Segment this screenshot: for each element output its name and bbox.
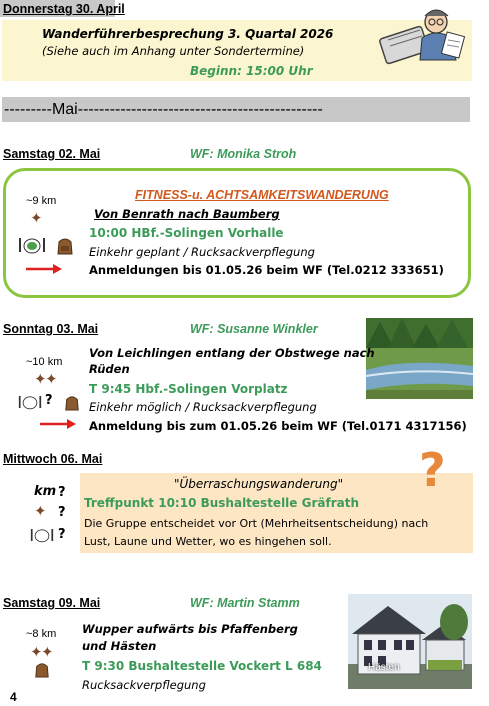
arrow-icon xyxy=(40,419,76,429)
title-sat02: FITNESS-u. ACHTSAMKEITSWANDERUNG xyxy=(135,188,389,202)
wf-sat09: WF: Martin Stamm xyxy=(190,596,300,610)
village-photo xyxy=(348,594,472,689)
big-question-icon: ? xyxy=(419,443,446,497)
backpack-icon xyxy=(34,661,50,679)
route-sat09-line1: Wupper aufwärts bis Pfaffenberg xyxy=(82,622,298,636)
star-icon: ✦ xyxy=(30,209,43,227)
food-sun03: Einkehr möglich / Rucksackverpflegung xyxy=(89,400,317,414)
wf-sun03: WF: Susanne Winkler xyxy=(190,322,318,336)
star-icon: ✦ xyxy=(34,370,47,388)
date-sun03: Sonntag 03. Mai xyxy=(3,322,99,336)
village-photo-label: Hästen xyxy=(368,662,400,673)
date-donnerstag: Donnerstag 30. April xyxy=(3,2,125,16)
question-icon: ? xyxy=(45,393,53,408)
plate-icon xyxy=(30,527,54,543)
date-sat09: Samstag 09. Mai xyxy=(3,596,101,610)
month-label: ---------Mai---------------------------------------------- xyxy=(4,101,323,118)
star-icon: ✦ xyxy=(30,643,43,661)
distance-sun03: ~10 km xyxy=(26,356,63,368)
distance-wed06: km xyxy=(34,484,57,499)
clipboard-man-icon xyxy=(376,4,471,66)
landscape-photo xyxy=(366,318,473,399)
distance-sat02: ~9 km xyxy=(26,195,57,207)
desc-wed06-line1: Die Gruppe entscheidet vor Ort (Mehrheitsentscheidung) nach xyxy=(84,517,429,530)
question-icon: ? xyxy=(58,485,66,500)
star-icon: ✦ xyxy=(41,643,54,661)
meet-wed06: Treffpunkt 10:10 Bushaltestelle Gräfrath xyxy=(84,496,359,510)
food-sat09: Rucksackverpflegung xyxy=(82,678,206,692)
question-icon: ? xyxy=(58,527,66,542)
star-icon: ✦ xyxy=(34,502,47,520)
distance-sat09: ~8 km xyxy=(26,628,57,640)
food-sat02: Einkehr geplant / Rucksackverpflegung xyxy=(89,245,315,259)
star-icon: ✦ xyxy=(45,370,58,388)
backpack-icon xyxy=(64,394,80,412)
route-sun03-line2: Rüden xyxy=(89,362,130,376)
backpack-icon xyxy=(56,236,74,256)
plate-icon xyxy=(18,394,42,410)
wf-sat02: WF: Monika Stroh xyxy=(190,147,297,161)
date-sat02: Samstag 02. Mai xyxy=(3,147,101,161)
meeting-start: Beginn: 15:00 Uhr xyxy=(190,64,313,78)
meeting-note: (Siehe auch im Anhang unter Sondertermine) xyxy=(42,44,305,58)
meet-sat09: T 9:30 Bushaltestelle Vockert L 684 xyxy=(82,659,322,673)
route-sun03-line1: Von Leichlingen entlang der Obstwege nach xyxy=(89,346,375,360)
date-wed06: Mittwoch 06. Mai xyxy=(3,452,103,466)
route-sat02: Von Benrath nach Baumberg xyxy=(94,207,280,221)
question-icon: ? xyxy=(58,505,66,520)
meet-sat02: 10:00 HBf.-Solingen Vorhalle xyxy=(89,226,284,240)
signup-sun03: Anmeldung bis zum 01.05.26 beim WF (Tel.0171 4317156) xyxy=(89,419,467,433)
meet-sun03: T 9:45 Hbf.-Solingen Vorplatz xyxy=(89,382,288,396)
plate-icon xyxy=(18,236,46,254)
title-wed06: "Überraschungswanderung" xyxy=(174,477,344,491)
signup-sat02: Anmeldungen bis 01.05.26 beim WF (Tel.0212 333651) xyxy=(89,263,444,277)
page-number: 4 xyxy=(10,690,17,704)
desc-wed06-line2: Lust, Laune und Wetter, wo es hingehen soll. xyxy=(84,535,332,548)
arrow-icon xyxy=(26,264,62,274)
route-sat09-line2: und Hästen xyxy=(82,639,157,653)
meeting-title: Wanderführerbesprechung 3. Quartal 2026 xyxy=(42,27,334,41)
